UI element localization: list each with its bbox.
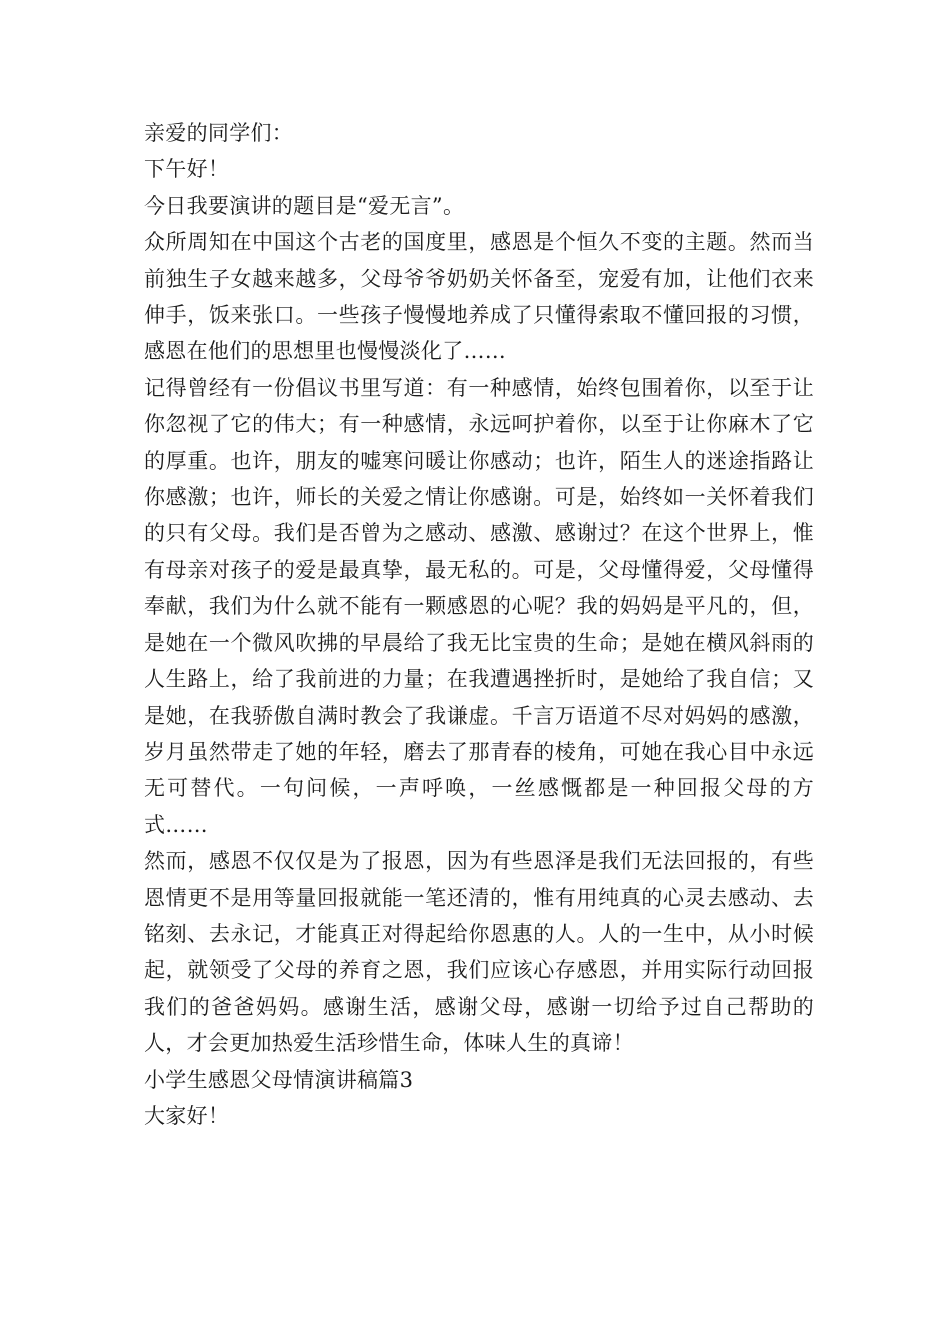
body-paragraph: 然而，感恩不仅仅是为了报恩，因为有些恩泽是我们无法回报的，有些恩情更不是用等量回报就能一笔还清的，惟有用纯真的心灵去感动、去铭刻、去永记，才能真正对得起给你恩惠的人。人的一生中，从小时候起，就领受了父母的养育之恩，我们应该心存感恩，并用实际行动回报我们的爸爸妈妈。感谢生活，感谢父母，感谢一切给予过自己帮助的人，才会更加热爱生活珍惜生命，体味人生的真谛！ bbox=[144, 849, 814, 1056]
greeting-line: 亲爱的同学们： bbox=[144, 121, 294, 145]
body-paragraph: 记得曾经有一份倡议书里写道：有一种感情，始终包围着你，以至于让你忽视了它的伟大；有一种感情，永远呵护着你，以至于让你麻木了它的厚重。也许，朋友的嘘寒问暖让你感动；也许，陌生人的迷途指路让你感激；也许，师长的关爱之情让你感谢。可是，始终如一关怀着我们的只有父母。我们是否曾为之感动、感激、感谢过？在这个世界上，惟有母亲对孩子的爱是最真挚，最无私的。可是，父母懂得爱，父母懂得奉献，我们为什么就不能有一颗感恩的心呢？我的妈妈是平凡的，但，是她在一个微风吹拂的早晨给了我无比宝贵的生命；是她在横风斜雨的人生路上，给了我前进的力量；在我遭遇挫折时，是她给了我自信；又是她，在我骄傲自满时教会了我谦虚。千言万语道不尽对妈妈的感激，岁月虽然带走了她的年轻，磨去了那青春的棱角，可她在我心目中永远无可替代。一句问候，一声呼唤，一丝感慨都是一种回报父母的方式…… bbox=[144, 375, 814, 837]
document-body bbox=[144, 115, 814, 1134]
speech-topic-line: 今日我要演讲的题目是“爱无言”。 bbox=[144, 193, 465, 218]
section-heading: 小学生感恩父母情演讲稿篇3 bbox=[144, 1067, 414, 1092]
salutation-line: 大家好！ bbox=[144, 1103, 230, 1128]
body-paragraph: 众所周知在中国这个古老的国度里，感恩是个恒久不变的主题。然而当前独生子女越来越多，父母爷爷奶奶关怀备至，宠爱有加，让他们衣来伸手，饭来张口。一些孩子慢慢地养成了只懂得索取不懂回报的习惯，感恩在他们的思想里也慢慢淡化了…… bbox=[144, 230, 814, 364]
salutation-line: 下午好！ bbox=[144, 157, 230, 182]
